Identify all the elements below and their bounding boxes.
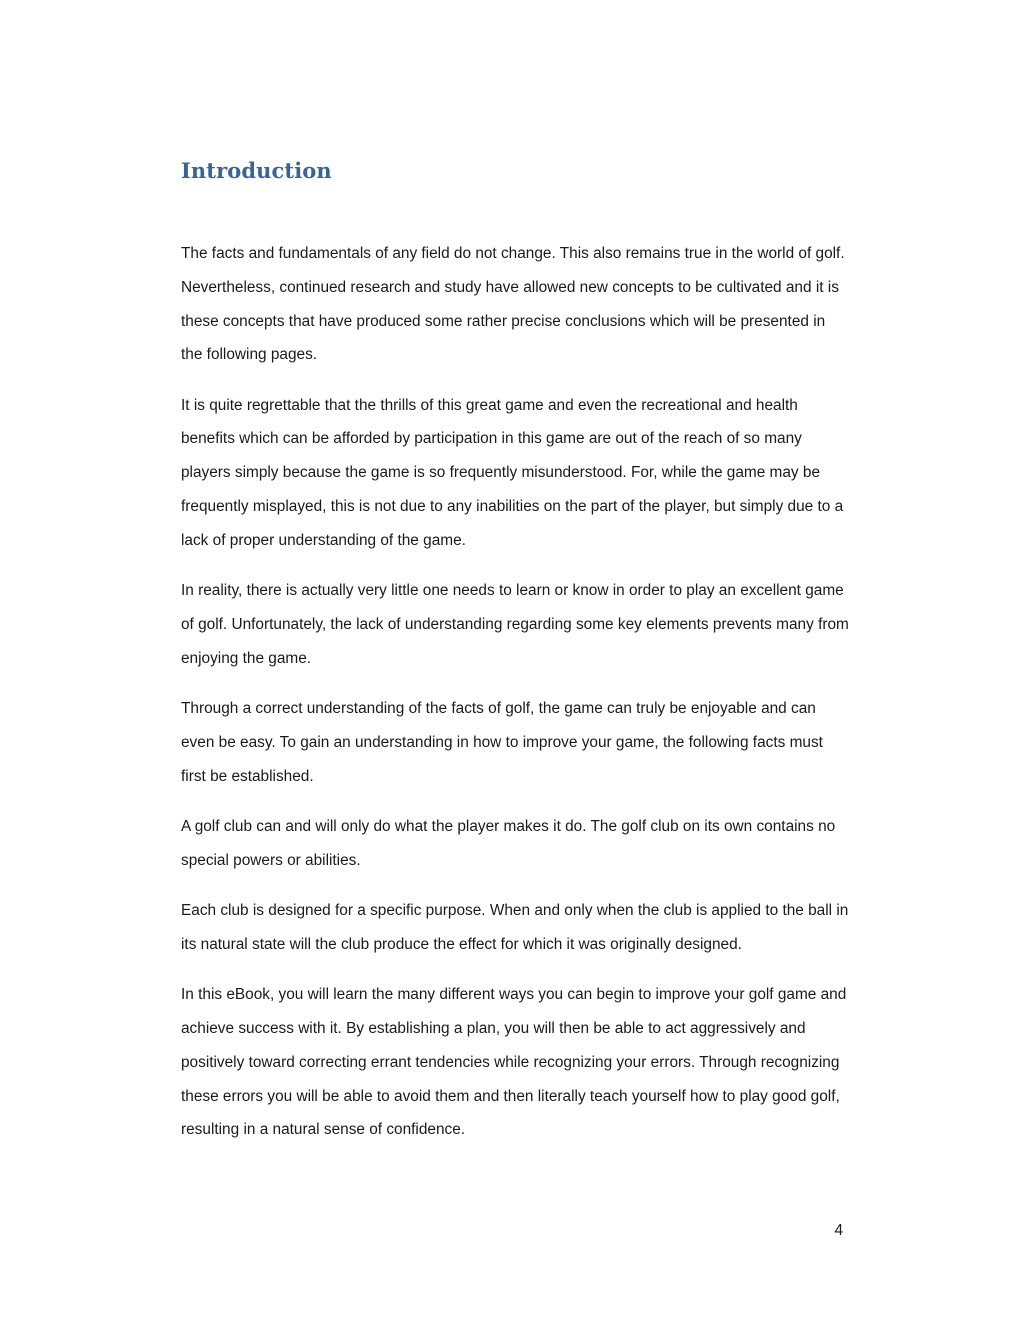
paragraph-1: The facts and fundamentals of any field do not change. This also remains true in the world of golf. Nevertheless, continued research and study have allowed new concepts to be cultivated and it is these concepts that have produced some rather precise conclusions which will be presented in the following pages. bbox=[181, 245, 845, 364]
paragraph-6: Each club is designed for a specific purpose. When and only when the club is applied to the ball in its natural state will the club produce the effect for which it was originally designed. bbox=[181, 902, 849, 953]
page-number: 4 bbox=[834, 1222, 843, 1239]
paragraph-7: In this eBook, you will learn the many different ways you can begin to improve your golf game and achieve success with it. By establishing a plan, you will then be able to act aggressively and positively toward correcting errant tendencies while recognizing your errors. Through recognizing these errors you will be able to avoid them and then literally teach yourself how to play good golf, resulting in a natural sense of confidence. bbox=[181, 986, 847, 1139]
section-heading: Introduction bbox=[181, 158, 332, 183]
paragraph-5: A golf club can and will only do what the player makes it do. The golf club on its own contains no special powers or abilities. bbox=[181, 817, 836, 869]
paragraph-2: It is quite regrettable that the thrills of this great game and even the recreational and health benefits which can be afforded by participation in this game are out of the reach of so many players simply because the game is so frequently misunderstood. For, while the game may be frequently misplayed, this is not due to any inabilities on the part of the player, but simply due to a lack of proper understanding of the game. bbox=[181, 396, 844, 549]
paragraph-3: In reality, there is actually very little one needs to learn or know in order to play an excellent game of golf. Unfortunately, the lack of understanding regarding some key elements prevents many from enjoying the game. bbox=[181, 582, 849, 667]
body-text bbox=[181, 237, 849, 1164]
paragraph-4: Through a correct understanding of the facts of golf, the game can truly be enjoyable and can even be easy. To gain an understanding in how to improve your game, the following facts must first be established. bbox=[181, 700, 823, 785]
